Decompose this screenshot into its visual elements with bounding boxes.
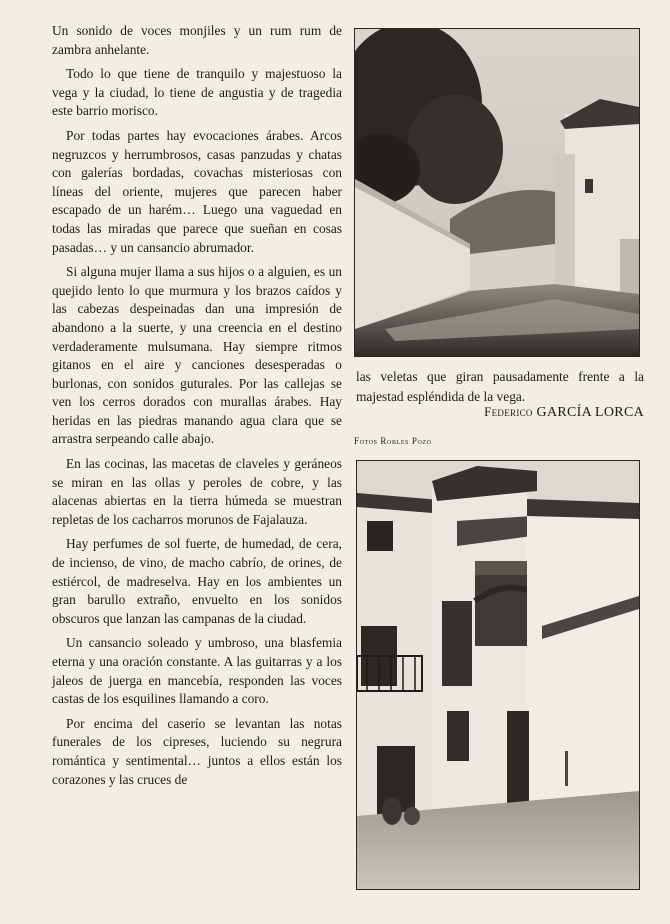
paragraph: Por todas partes hay evocaciones árabes. Arcos negruzcos y herrumbrosos, casas panzudas y chatas con galerías bordadas, covachas misteriosas con líneas del oriente, mujeres que parecen haber escapado de un harém… Luego una vaguedad en todas las miradas que parece que sueñan en cosas pasadas… y un cansancio abrumador.: [52, 127, 342, 255]
photo-alley-trees: [354, 28, 640, 357]
author-signature: [484, 404, 644, 421]
house-balconies-image: [357, 461, 639, 889]
paragraph: Todo lo que tiene de tranquilo y majestuoso la vega y la ciudad, lo tiene de angustia y de tragedia este barrio morisco.: [52, 66, 342, 119]
author-last-name: GARCÍA LORCA: [536, 405, 644, 420]
alley-trees-image: [355, 29, 639, 356]
photo-house-balconies: [356, 460, 640, 890]
paragraph: Un sonido de voces monjiles y un rum rum de zambra anhelante.: [52, 23, 342, 57]
text-column: [52, 22, 342, 795]
paragraph: Si alguna mujer llama a sus hijos o a alguien, es un quejido lento lo que murmura y los brazos caídos y las cabezas despeinadas dan una impresión de abandono a la suerte, y una creencia en el destino verdaderamente mulsumana. Hay siempre ritmos gitanos en el aire y canciones desesperadas o burlonas, con sonidos guturales. Por las callejas se ven los cerros dorados con murallas árabes. Hay heridas en las piedras manando agua clara que se arrastra serpeando calle abajo.: [52, 264, 342, 447]
paragraph: Hay perfumes de sol fuerte, de humedad, de cera, de incienso, de vino, de macho cabrío, de orines, de estiércol, de madreselva. Hay en los ambientes un gran barullo extraño, envuelto en los sonidos obscuros que lanzan las campanas de la ciudad.: [52, 536, 342, 626]
paragraph: En las cocinas, las macetas de claveles y geráneos se miran en las ollas y peroles de cobre, y las alacenas abiertas en la tierra húmeda se muestran repletas de los cacharros morunos de Fajalauza.: [52, 456, 342, 527]
photo-credit: Fotos Robles Pozo: [354, 436, 432, 446]
author-first-name: Federico: [484, 404, 533, 419]
paragraph: Un cansancio soleado y umbroso, una blasfemia eterna y una oración constante. A las guitarras y a los jaleos de juerga en mancebía, responden las voces castas de los esquilines llamando a coro.: [52, 635, 342, 707]
paragraph: Por encima del caserío se levantan las notas funerales de los cipreses, luciendo su negrura romántica y sentimental… juntos a ellos están los corazones y las cruces de: [52, 715, 342, 787]
caption-text: las veletas que giran pausadamente frente a la majestad espléndida de la vega.: [356, 369, 644, 404]
photo-caption: [356, 367, 644, 407]
